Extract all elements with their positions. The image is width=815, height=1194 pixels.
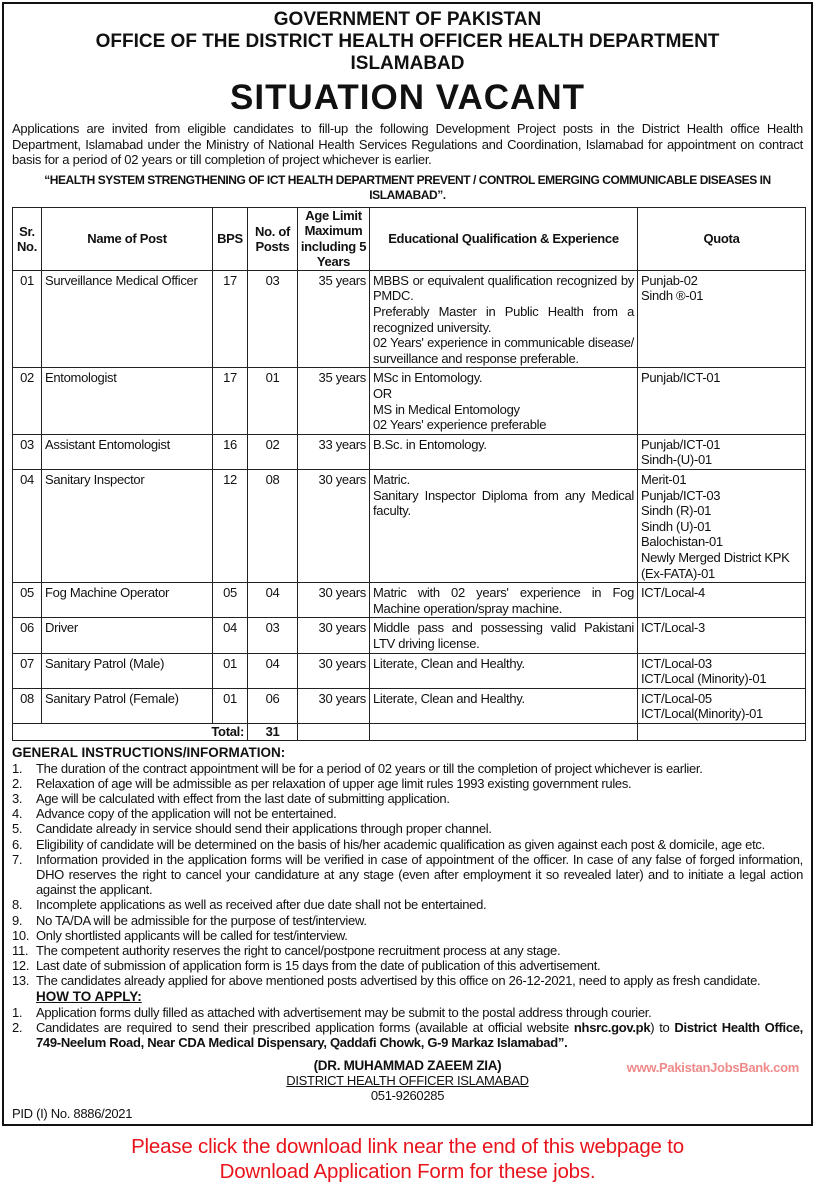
cell-qualification xyxy=(370,583,638,618)
cell-bps: 04 xyxy=(213,618,248,653)
table-header-row xyxy=(13,207,806,270)
cell-qualification xyxy=(370,434,638,469)
header-city: ISLAMABAD xyxy=(350,53,465,74)
signatory-designation: DISTRICT HEALTH OFFICER ISLAMABAD xyxy=(286,1073,529,1089)
cell-age-limit: 30 years xyxy=(298,653,370,688)
cell-post-name: Driver xyxy=(42,618,213,653)
watermark: www.PakistanJobsBank.com xyxy=(626,1060,799,1076)
cell-line: ICT/Local(Minority)-01 xyxy=(641,706,763,722)
cell-line: B.Sc. in Entomology. xyxy=(373,436,487,452)
cell-quota xyxy=(638,653,806,688)
cell-post-name: Fog Machine Operator xyxy=(42,583,213,618)
cell-sr-no: 08 xyxy=(13,688,42,723)
cell-sr-no: 07 xyxy=(13,653,42,688)
column-header-post-name: Name of Post xyxy=(42,207,213,270)
cell-sr-no: 01 xyxy=(13,270,42,368)
cell-quota xyxy=(638,434,806,469)
how-to-apply xyxy=(12,989,803,1051)
total-label: Total: xyxy=(13,723,248,740)
cell-line: ICT/Local-05 xyxy=(641,690,712,706)
table-row xyxy=(13,270,806,368)
cell-quota xyxy=(638,688,806,723)
instructions-heading: GENERAL INSTRUCTIONS/INFORMATION: xyxy=(12,744,286,760)
cell-bps: 01 xyxy=(213,653,248,688)
list-item: 4. Advance copy of the application will not be entertained. xyxy=(12,806,337,822)
cell-line: OR xyxy=(373,386,392,402)
cell-age-limit: 30 years xyxy=(298,618,370,653)
cell-line: ICT/Local-3 xyxy=(641,620,705,636)
column-header-qualification: Educational Qualification & Experience xyxy=(370,207,638,270)
cell-qualification xyxy=(370,368,638,434)
table-row xyxy=(13,583,806,618)
cell-line: ICT/Local-4 xyxy=(641,585,705,601)
list-item: 5. Candidate already in service should send their applications through proper channel. xyxy=(12,821,492,837)
header-office: OFFICE OF THE DISTRICT HEALTH OFFICER HEALTH DEPARTMENT xyxy=(95,31,720,52)
general-instructions xyxy=(12,745,803,1122)
header-government: GOVERNMENT OF PAKISTAN xyxy=(273,9,542,30)
cell-line: Literate, Clean and Healthy. xyxy=(373,690,525,706)
list-item: 1. Application forms dully filled as attached with advertisement may be submit to the postal address through courier. xyxy=(12,1004,652,1020)
cell-post-name: Surveillance Medical Officer xyxy=(42,270,213,368)
list-item: 11. The competent authority reserves the right to cancel/postpone recruitment process at any stage. xyxy=(12,942,561,958)
advertisement-border xyxy=(2,2,813,1126)
cell-line: Punjab/ICT-01 xyxy=(641,370,721,386)
cell-sr-no: 06 xyxy=(13,618,42,653)
cell-quota xyxy=(638,583,806,618)
cell-quota xyxy=(638,618,806,653)
table-row xyxy=(13,618,806,653)
cell-line: Sindh ®-01 xyxy=(641,288,704,304)
cell-line: Punjab-02 xyxy=(641,272,698,288)
list-item: 3. Age will be calculated with effect from the last date of submitting application. xyxy=(12,790,450,806)
cell-bps: 05 xyxy=(213,583,248,618)
list-item: 7. Information provided in the application forms will be verified in case of appointment of the officer. In case of any false of forged information, DHO reserves the right to cancel your candidature at any stage (even after employment it so revealed later) and to initiate a legal action against the applicant. xyxy=(12,851,803,898)
column-header-quota: Quota xyxy=(638,207,806,270)
cell-line: Matric. xyxy=(373,472,410,487)
cell-line: Merit-01 xyxy=(641,472,687,487)
cell-line: Punjab/ICT-03 xyxy=(641,487,721,503)
cell-no-of-posts: 04 xyxy=(248,653,298,688)
cell-age-limit: 35 years xyxy=(298,270,370,368)
cell-quota xyxy=(638,368,806,434)
project-title: “HEALTH SYSTEM STRENGTHENING OF ICT HEALTH DEPARTMENT PREVENT / CONTROL EMERGING COMMUNICABLE DISEASES IN ISLAMABAD”. xyxy=(44,172,771,202)
cell-post-name: Sanitary Inspector xyxy=(42,470,213,583)
column-header-no-of-posts: No. of Posts xyxy=(248,207,298,270)
cell-qualification xyxy=(370,653,638,688)
pid-number: PID (I) No. 8886/2021 xyxy=(12,1106,133,1122)
cell-line: Balochistan-01 xyxy=(641,534,723,550)
list-item: 2. Candidates are required to send their prescribed application forms (available at official website nhsrc.gov.pk) to District Health Office, 749-Neelum Road, Near CDA Medical Dispensary, Qaddafi Chowk, G-9 Markaz Islamabad”. xyxy=(12,1019,803,1050)
cell-no-of-posts: 03 xyxy=(248,270,298,368)
cell-line: Sindh (U)-01 xyxy=(641,518,712,534)
page-title: SITUATION VACANT xyxy=(230,78,585,117)
total-value: 31 xyxy=(248,723,298,740)
table-row xyxy=(13,470,806,583)
column-header-sr-no: Sr. No. xyxy=(13,207,42,270)
intro-paragraph: Applications are invited from eligible candidates to fill-up the following Development Project posts in the District Health office Health Department, Islamabad under the Ministry of National Health Services Regulations and Coordination, Islamabad for appointment on contract basis for a period of 02 years or till completion of project whichever is earlier. xyxy=(12,121,803,167)
signature-row xyxy=(12,1058,803,1103)
cell-line: ICT/Local-03 xyxy=(641,655,712,671)
cell-no-of-posts: 01 xyxy=(248,368,298,434)
cell-line: 02 Years' experience in communicable disease/ surveillance and response preferable. xyxy=(373,335,634,366)
cell-sr-no: 05 xyxy=(13,583,42,618)
cell-sr-no: 02 xyxy=(13,368,42,434)
cell-post-name: Sanitary Patrol (Male) xyxy=(42,653,213,688)
vacancy-table xyxy=(12,207,806,741)
cell-quota xyxy=(638,470,806,583)
cell-bps: 16 xyxy=(213,434,248,469)
list-item: 13. The candidates already applied for above mentioned posts advertised by this office on 26-12-2021, need to apply as fresh candidate. xyxy=(12,973,761,989)
cell-age-limit: 30 years xyxy=(298,470,370,583)
download-note[interactable]: Please click the download link near the end of this webpage to Download Application Form for these jobs. xyxy=(131,1135,684,1184)
cell-no-of-posts: 03 xyxy=(248,618,298,653)
cell-qualification xyxy=(370,270,638,368)
cell-sr-no: 03 xyxy=(13,434,42,469)
list-item: 10. Only shortlisted applicants will be called for test/interview. xyxy=(12,927,348,943)
list-item: 9. No TA/DA will be admissible for the purpose of test/interview. xyxy=(12,912,367,928)
cell-line: MBBS or equivalent qualification recognized by PMDC. xyxy=(373,272,634,304)
cell-line: Sindh (R)-01 xyxy=(641,503,712,519)
cell-age-limit: 30 years xyxy=(298,583,370,618)
cell-line: Literate, Clean and Healthy. xyxy=(373,655,525,671)
column-header-bps: BPS xyxy=(213,207,248,270)
cell-line: Preferably Master in Public Health from a recognized university. xyxy=(373,304,634,335)
cell-bps: 17 xyxy=(213,270,248,368)
cell-no-of-posts: 04 xyxy=(248,583,298,618)
cell-qualification xyxy=(370,470,638,583)
cell-qualification xyxy=(370,618,638,653)
cell-age-limit: 35 years xyxy=(298,368,370,434)
column-header-age-limit: Age Limit Maximum including 5 Years xyxy=(298,207,370,270)
cell-age-limit: 33 years xyxy=(298,434,370,469)
table-row xyxy=(13,688,806,723)
cell-line: Sanitary Inspector Diploma from any Medical faculty. xyxy=(373,487,634,519)
list-item: 12. Last date of submission of application form is 15 days from the date of publication of this advertisement. xyxy=(12,958,601,974)
cell-line: Matric with 02 years' experience in Fog Machine operation/spray machine. xyxy=(373,585,634,616)
cell-line: Middle pass and possessing valid Pakistani LTV driving license. xyxy=(373,620,634,651)
cell-line: MSc in Entomology. xyxy=(373,370,483,386)
table-row xyxy=(13,653,806,688)
cell-no-of-posts: 02 xyxy=(248,434,298,469)
list-item: 1. The duration of the contract appointment will be for a period of 02 years or till the completion of project whichever is earlier. xyxy=(12,760,703,776)
cell-line: 02 Years' experience preferable xyxy=(373,417,547,433)
cell-line: Sindh-(U)-01 xyxy=(641,452,712,468)
website-link[interactable]: nhsrc.gov.pk xyxy=(573,1019,651,1035)
signatory-name: (DR. MUHAMMAD ZAEEM ZIA) xyxy=(313,1058,502,1074)
instructions-list xyxy=(12,761,803,989)
cell-bps: 01 xyxy=(213,688,248,723)
cell-bps: 12 xyxy=(213,470,248,583)
cell-qualification xyxy=(370,688,638,723)
cell-quota xyxy=(638,270,806,368)
list-item: 6. Eligibility of candidate will be determined on the basis of his/her academic qualification as given against each post & domicile, age etc. xyxy=(12,836,765,852)
table-row xyxy=(13,368,806,434)
cell-no-of-posts: 08 xyxy=(248,470,298,583)
cell-line: Punjab/ICT-01 xyxy=(641,436,721,452)
list-item: 2. Relaxation of age will be admissible as per relaxation of upper age limit rules 1993 existing government rules. xyxy=(12,775,632,791)
total-row xyxy=(13,723,806,740)
cell-post-name: Entomologist xyxy=(42,368,213,434)
list-item: 8. Incomplete applications as well as received after due date shall not be entertained. xyxy=(12,897,487,913)
cell-post-name: Assistant Entomologist xyxy=(42,434,213,469)
table-row xyxy=(13,434,806,469)
cell-post-name: Sanitary Patrol (Female) xyxy=(42,688,213,723)
cell-line: MS in Medical Entomology xyxy=(373,401,520,417)
cell-line: Newly Merged District KPK (Ex-FATA)-01 xyxy=(641,549,790,581)
cell-bps: 17 xyxy=(213,368,248,434)
cell-age-limit: 30 years xyxy=(298,688,370,723)
cell-sr-no: 04 xyxy=(13,470,42,583)
cell-line: ICT/Local (Minority)-01 xyxy=(641,671,767,687)
how-to-apply-heading: HOW TO APPLY: xyxy=(36,988,142,1004)
postal-address: District Health Office, 749-Neelum Road, Near CDA Medical Dispensary, Qaddafi Chowk, G-9 Markaz Islamabad”. xyxy=(36,1019,803,1050)
cell-no-of-posts: 06 xyxy=(248,688,298,723)
signatory-phone: 051-9260285 xyxy=(370,1088,445,1104)
